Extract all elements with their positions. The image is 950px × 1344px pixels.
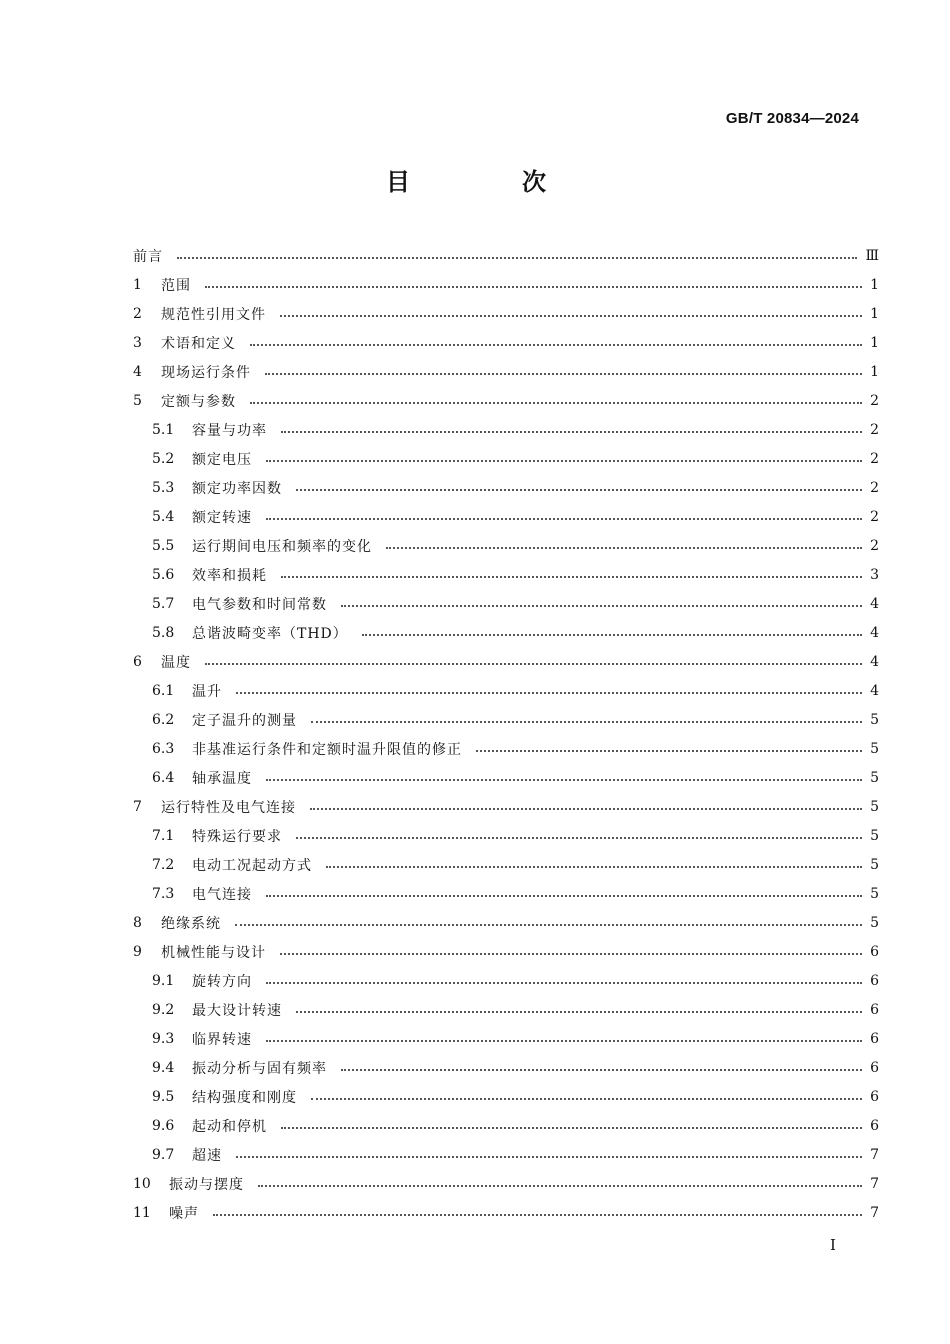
dot-leader [236, 692, 862, 694]
dot-leader [213, 1214, 862, 1216]
toc-entry[interactable] [133, 879, 879, 908]
dot-leader [265, 373, 862, 375]
toc-entry-label: 运行期间电压和频率的变化 [192, 538, 372, 555]
toc-entry[interactable] [133, 966, 879, 995]
toc-entry-number: 7.2 [152, 856, 175, 873]
toc-entry-label: 电气参数和时间常数 [192, 596, 327, 613]
toc-entry-label: 机械性能与设计 [161, 944, 266, 961]
toc-entry-page: 4 [870, 653, 879, 670]
toc-entry-number: 4 [133, 363, 142, 380]
toc-entry[interactable] [133, 995, 879, 1024]
dot-leader [266, 895, 862, 897]
table-of-contents [133, 241, 879, 1227]
toc-entry-number: 11 [133, 1204, 151, 1221]
toc-entry-label: 起动和停机 [192, 1118, 267, 1135]
toc-entry-label: 范围 [161, 277, 191, 294]
dot-leader [266, 460, 862, 462]
dot-leader [250, 344, 862, 346]
toc-entry[interactable] [133, 850, 879, 879]
toc-entry[interactable] [133, 415, 879, 444]
toc-entry-label: 总谐波畸变率（THD） [192, 625, 348, 642]
toc-entry-page: 2 [870, 508, 879, 525]
toc-entry[interactable] [133, 357, 879, 386]
toc-entry-label: 定额与参数 [161, 393, 236, 410]
toc-entry[interactable] [133, 502, 879, 531]
toc-entry-number: 6.4 [152, 769, 175, 786]
dot-leader [266, 982, 862, 984]
toc-entry-page: 1 [870, 305, 879, 322]
toc-entry-page: 2 [870, 450, 879, 467]
toc-entry-number: 7.1 [152, 827, 175, 844]
toc-entry[interactable] [133, 792, 879, 821]
toc-entry-number: 2 [133, 305, 142, 322]
toc-entry-label: 电动工况起动方式 [192, 857, 312, 874]
toc-entry-label: 前言 [133, 248, 163, 265]
toc-entry-page: 7 [870, 1175, 879, 1192]
toc-entry-page: 6 [870, 1059, 879, 1076]
toc-entry-number: 6.2 [152, 711, 175, 728]
toc-entry-label: 术语和定义 [161, 335, 236, 352]
toc-entry[interactable] [133, 531, 879, 560]
toc-entry-number: 6 [133, 653, 142, 670]
toc-entry-number: 9.1 [152, 972, 175, 989]
toc-entry-label: 效率和损耗 [192, 567, 267, 584]
dot-leader [258, 1185, 862, 1187]
toc-entry[interactable] [133, 821, 879, 850]
toc-entry-number: 3 [133, 334, 142, 351]
toc-entry-page: 4 [870, 682, 879, 699]
toc-entry-label: 额定转速 [192, 509, 252, 526]
toc-entry-page: 6 [870, 943, 879, 960]
toc-entry-page: 3 [870, 566, 879, 583]
toc-entry-number: 7.3 [152, 885, 175, 902]
toc-entry[interactable] [133, 705, 879, 734]
toc-entry-page: 5 [870, 856, 879, 873]
toc-entry-page: 2 [870, 479, 879, 496]
toc-entry-page: 2 [870, 421, 879, 438]
toc-entry[interactable] [133, 937, 879, 966]
toc-entry-page: 6 [870, 972, 879, 989]
dot-leader [362, 634, 862, 636]
toc-entry[interactable] [133, 647, 879, 676]
dot-leader [177, 257, 857, 259]
toc-entry-label: 绝缘系统 [161, 915, 221, 932]
toc-entry-number: 5.4 [152, 508, 175, 525]
dot-leader [280, 315, 862, 317]
dot-leader [281, 576, 862, 578]
toc-entry-page: 5 [870, 740, 879, 757]
toc-entry[interactable] [133, 589, 879, 618]
toc-entry-page: 6 [870, 1117, 879, 1134]
toc-entry-number: 5.7 [152, 595, 175, 612]
toc-entry-page: 5 [870, 914, 879, 931]
toc-entry-page: 4 [870, 624, 879, 641]
toc-entry[interactable] [133, 1053, 879, 1082]
toc-entry-number: 5.2 [152, 450, 175, 467]
dot-leader [386, 547, 862, 549]
toc-entry-number: 10 [133, 1175, 151, 1192]
toc-entry-number: 9.4 [152, 1059, 175, 1076]
toc-entry-page: 5 [870, 798, 879, 815]
dot-leader [341, 1069, 862, 1071]
toc-entry-label: 容量与功率 [192, 422, 267, 439]
toc-entry[interactable] [133, 1140, 879, 1169]
toc-entry-label: 噪声 [169, 1205, 199, 1222]
toc-entry-number: 9 [133, 943, 142, 960]
toc-entry[interactable] [133, 386, 879, 415]
toc-entry-page: 1 [870, 276, 879, 293]
toc-entry-page: 2 [870, 537, 879, 554]
page-title: 目 次 [386, 168, 590, 196]
toc-entry[interactable] [133, 241, 879, 270]
dot-leader [476, 750, 862, 752]
toc-entry-label: 现场运行条件 [161, 364, 251, 381]
toc-entry-label: 温升 [192, 683, 222, 700]
dot-leader [266, 779, 862, 781]
toc-entry-number: 5.6 [152, 566, 175, 583]
toc-entry-page: 5 [870, 711, 879, 728]
toc-entry-page: 6 [870, 1088, 879, 1105]
toc-entry-label: 额定功率因数 [192, 480, 282, 497]
dot-leader [236, 1156, 862, 1158]
toc-entry-label: 振动与摆度 [169, 1176, 244, 1193]
toc-entry-number: 9.3 [152, 1030, 175, 1047]
toc-entry-label: 温度 [161, 654, 191, 671]
dot-leader [296, 489, 862, 491]
dot-leader [341, 605, 862, 607]
toc-entry-label: 电气连接 [192, 886, 252, 903]
toc-entry[interactable] [133, 1082, 879, 1111]
toc-entry-number: 9.5 [152, 1088, 175, 1105]
dot-leader [311, 1098, 862, 1100]
dot-leader [326, 866, 862, 868]
toc-entry-label: 额定电压 [192, 451, 252, 468]
page-number: Ⅰ [830, 1236, 836, 1254]
toc-entry-number: 5 [133, 392, 142, 409]
dot-leader [266, 1040, 862, 1042]
toc-entry-number: 9.7 [152, 1146, 175, 1163]
toc-entry-page: 4 [870, 595, 879, 612]
toc-entry-page: 6 [870, 1001, 879, 1018]
dot-leader [296, 837, 862, 839]
toc-entry[interactable] [133, 328, 879, 357]
toc-entry-number: 5.3 [152, 479, 175, 496]
dot-leader [205, 663, 862, 665]
toc-entry-page: Ⅲ [865, 247, 879, 264]
toc-entry[interactable] [133, 299, 879, 328]
toc-entry-label: 非基准运行条件和定额时温升限值的修正 [192, 741, 462, 758]
toc-entry-label: 特殊运行要求 [192, 828, 282, 845]
toc-entry-page: 5 [870, 827, 879, 844]
toc-entry-page: 1 [870, 334, 879, 351]
toc-entry-page: 6 [870, 1030, 879, 1047]
toc-entry[interactable] [133, 1169, 879, 1198]
dot-leader [311, 721, 862, 723]
toc-entry[interactable] [133, 1198, 879, 1227]
dot-leader [280, 953, 862, 955]
dot-leader [296, 1011, 862, 1013]
toc-entry-number: 8 [133, 914, 142, 931]
toc-entry-number: 5.5 [152, 537, 175, 554]
dot-leader [281, 1127, 862, 1129]
toc-entry-page: 7 [870, 1204, 879, 1221]
dot-leader [310, 808, 862, 810]
toc-entry-number: 6.3 [152, 740, 175, 757]
toc-entry[interactable] [133, 473, 879, 502]
toc-entry-number: 9.2 [152, 1001, 175, 1018]
toc-entry-label: 运行特性及电气连接 [161, 799, 296, 816]
toc-entry-page: 1 [870, 363, 879, 380]
toc-entry[interactable] [133, 444, 879, 473]
toc-entry[interactable] [133, 1111, 879, 1140]
standard-code: GB/T 20834—2024 [725, 110, 859, 127]
toc-entry-number: 6.1 [152, 682, 175, 699]
toc-entry-label: 振动分析与固有频率 [192, 1060, 327, 1077]
toc-entry-page: 5 [870, 769, 879, 786]
toc-entry-label: 结构强度和刚度 [192, 1089, 297, 1106]
dot-leader [250, 402, 862, 404]
toc-entry-label: 临界转速 [192, 1031, 252, 1048]
toc-entry[interactable] [133, 763, 879, 792]
toc-entry-number: 7 [133, 798, 142, 815]
dot-leader [235, 924, 862, 926]
dot-leader [205, 286, 862, 288]
dot-leader [266, 518, 862, 520]
toc-entry-page: 7 [870, 1146, 879, 1163]
toc-entry[interactable] [133, 734, 879, 763]
toc-entry[interactable] [133, 1024, 879, 1053]
toc-entry-page: 2 [870, 392, 879, 409]
toc-entry-number: 5.1 [152, 421, 175, 438]
toc-entry-number: 1 [133, 276, 142, 293]
toc-entry[interactable] [133, 618, 879, 647]
toc-entry-label: 超速 [192, 1147, 222, 1164]
toc-entry-label: 定子温升的测量 [192, 712, 297, 729]
toc-entry-label: 最大设计转速 [192, 1002, 282, 1019]
toc-entry[interactable] [133, 676, 879, 705]
toc-entry-label: 旋转方向 [192, 973, 252, 990]
toc-entry-label: 轴承温度 [192, 770, 252, 787]
toc-entry[interactable] [133, 560, 879, 589]
toc-entry[interactable] [133, 908, 879, 937]
toc-entry-number: 5.8 [152, 624, 175, 641]
dot-leader [281, 431, 862, 433]
toc-entry[interactable] [133, 270, 879, 299]
toc-entry-label: 规范性引用文件 [161, 306, 266, 323]
toc-entry-page: 5 [870, 885, 879, 902]
toc-entry-number: 9.6 [152, 1117, 175, 1134]
